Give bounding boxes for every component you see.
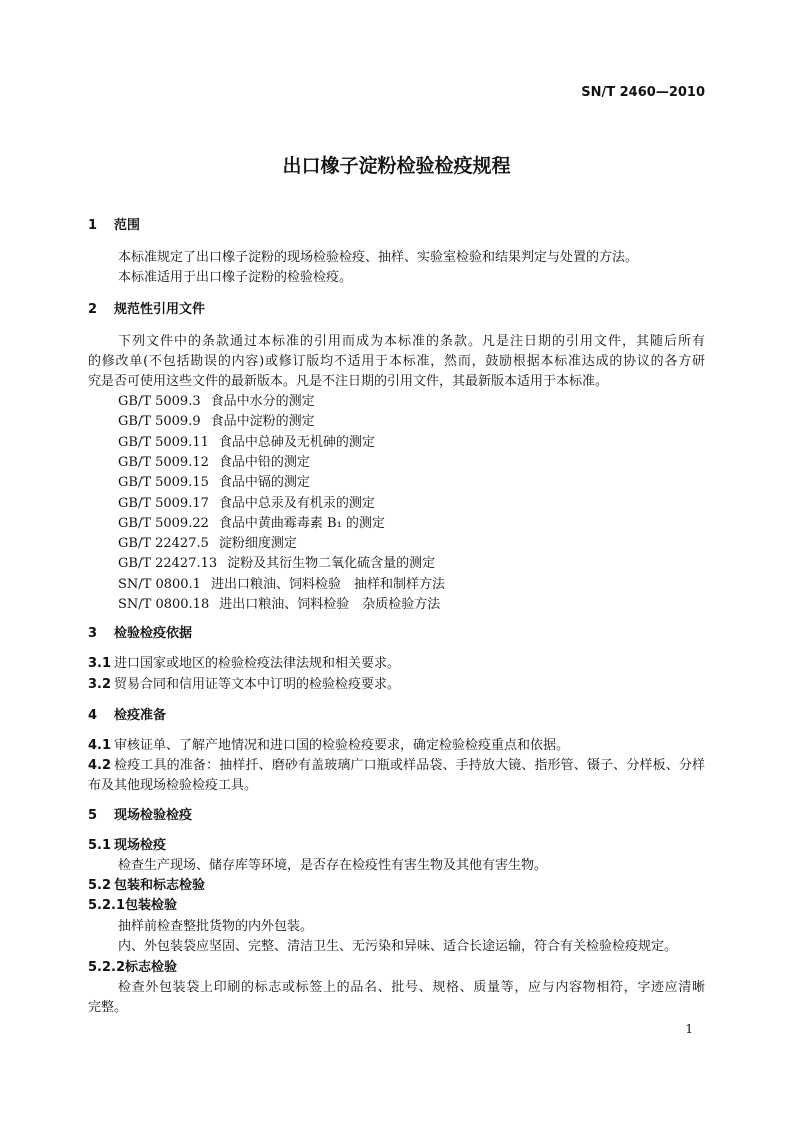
reference-code: SN/T 0800.1 bbox=[118, 576, 201, 592]
clause-5-1-heading: 5.1 现场检疫 bbox=[88, 838, 167, 853]
reference-code: GB/T 5009.17 bbox=[118, 495, 209, 511]
clause-4-1: 4.1 审核证单、了解产地情况和进口国的检验检疫要求，确定检验检疫重点和依据。 bbox=[88, 738, 570, 753]
page-title: 出口橡子淀粉检验检疫规程 bbox=[282, 155, 511, 177]
reference-title: 食品中黄曲霉毒素 B₁ 的测定 bbox=[218, 515, 385, 531]
reference-code: SN/T 0800.18 bbox=[118, 597, 210, 612]
reference-code: GB/T 5009.22 bbox=[118, 515, 209, 531]
reference-title: 食品中总砷及无机砷的测定 bbox=[218, 434, 375, 450]
clause-3-1: 3.1 进口国家或地区的检验检疫法律法规和相关要求。 bbox=[88, 656, 401, 671]
reference-code: GB/T 22427.5 bbox=[118, 536, 209, 552]
reference-code: GB/T 22427.13 bbox=[118, 556, 218, 572]
paragraph: 本标准规定了出口橡子淀粉的现场检验检疫、抽样、实验室检验和结果判定与处置的方法。 bbox=[118, 250, 639, 265]
paragraph-line: 完整。 bbox=[88, 1000, 128, 1015]
reference-title: 食品中总汞及有机汞的测定 bbox=[218, 495, 375, 511]
clause-5-2-2-heading: 5.2.2标志检验 bbox=[88, 960, 178, 975]
reference-title: 进出口粮油、饲料检验 杂质检验方法 bbox=[219, 597, 441, 612]
paragraph-line: 检查外包装袋上印刷的标志或标签上的品名、批号、规格、质量等，应与内容物相符，字迹应清晰 bbox=[118, 980, 705, 995]
reference-item bbox=[118, 475, 310, 491]
reference-code: GB/T 5009.3 bbox=[118, 394, 201, 409]
paragraph: 本标准适用于出口橡子淀粉的检验检疫。 bbox=[118, 270, 353, 285]
reference-title: 淀粉及其衍生物二氧化硫含量的测定 bbox=[227, 556, 436, 572]
reference-item bbox=[118, 536, 297, 552]
paragraph-line: 究是否可使用这些文件的最新版本。凡是不注日期的引用文件，其最新版本适用于本标准。 bbox=[88, 374, 609, 389]
reference-item bbox=[118, 597, 440, 613]
reference-item bbox=[118, 496, 375, 512]
clause-5-2-heading: 5.2 包装和标志检验 bbox=[88, 878, 206, 893]
reference-title: 食品中铅的测定 bbox=[218, 454, 310, 470]
reference-item bbox=[118, 394, 315, 410]
paragraph: 检查生产现场、储存库等环境，是否存在检疫性有害生物及其他有害生物。 bbox=[118, 858, 548, 873]
reference-title: 食品中水分的测定 bbox=[210, 394, 315, 409]
standard-number: SN/T 2460—2010 bbox=[581, 85, 705, 100]
reference-code: GB/T 5009.9 bbox=[118, 414, 201, 430]
section-1-heading: 1 范围 bbox=[88, 218, 141, 233]
reference-title: 淀粉细度测定 bbox=[218, 536, 297, 552]
paragraph-line: 的修改单(不包括勘误的内容)或修订版均不适用于本标准，然而，鼓励根据本标准达成的协议的各方研 bbox=[88, 354, 705, 369]
reference-item bbox=[118, 414, 315, 430]
clause-4-2: 4.2 检疫工具的准备：抽样扦、磨砂有盖玻璃广口瓶或样品袋、手持放大镜、指形管、镊子、分样板、分样 bbox=[88, 758, 705, 773]
page-number: 1 bbox=[685, 1022, 693, 1036]
section-5-heading: 5 现场检验检疫 bbox=[88, 808, 193, 823]
reference-title: 食品中淀粉的测定 bbox=[210, 414, 315, 430]
reference-item bbox=[118, 516, 385, 532]
paragraph: 抽样前检查整批货物的内外包装。 bbox=[118, 919, 314, 934]
reference-item bbox=[118, 577, 445, 593]
reference-item bbox=[118, 556, 435, 572]
clause-4-2-cont: 布及其他现场检验检疫工具。 bbox=[88, 778, 258, 793]
reference-code: GB/T 5009.15 bbox=[118, 475, 209, 491]
section-2-heading: 2 规范性引用文件 bbox=[88, 302, 206, 317]
paragraph: 内、外包装袋应坚固、完整、清洁卫生、无污染和异味、适合长途运输，符合有关检验检疫规定。 bbox=[118, 939, 678, 954]
section-4-heading: 4 检疫准备 bbox=[88, 708, 167, 723]
clause-5-2-1-heading: 5.2.1包装检验 bbox=[88, 898, 178, 913]
reference-item bbox=[118, 455, 310, 471]
section-3-heading: 3 检验检疫依据 bbox=[88, 626, 193, 641]
reference-title: 进出口粮油、饲料检验 抽样和制样方法 bbox=[210, 576, 445, 592]
clause-3-2: 3.2 贸易合同和信用证等文本中订明的检验检疫要求。 bbox=[88, 677, 401, 692]
reference-title: 食品中镉的测定 bbox=[218, 475, 310, 491]
reference-code: GB/T 5009.12 bbox=[118, 454, 209, 470]
paragraph-line: 下列文件中的条款通过本标准的引用而成为本标准的条款。凡是注日期的引用文件，其随后所有 bbox=[118, 334, 705, 349]
reference-code: GB/T 5009.11 bbox=[118, 434, 209, 450]
reference-item bbox=[118, 435, 375, 451]
